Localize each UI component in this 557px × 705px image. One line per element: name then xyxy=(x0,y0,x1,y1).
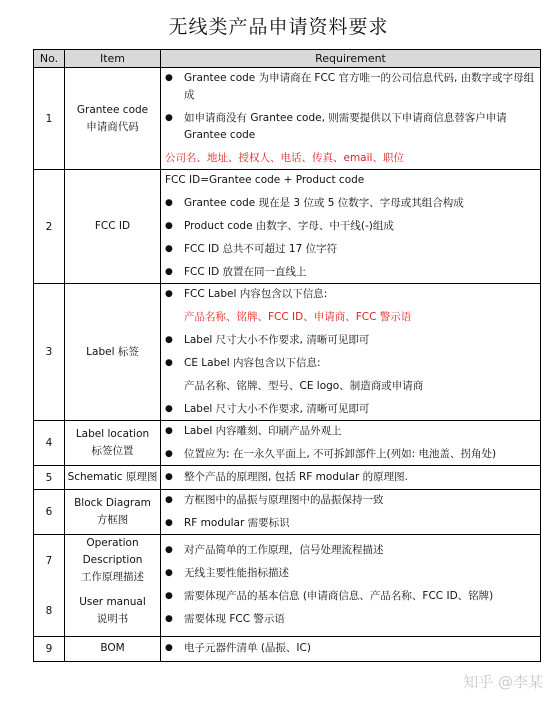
bullet-dot-icon: ● xyxy=(165,426,173,436)
bullet-line xyxy=(165,640,536,657)
bullet-dot-icon: ● xyxy=(165,643,173,653)
requirement-text: FCC ID 总共不可超过 17 位字符 xyxy=(184,243,338,255)
row-requirement xyxy=(161,490,541,535)
table-row xyxy=(34,636,541,661)
table-row xyxy=(34,490,541,535)
item-label: Label 标签 xyxy=(86,345,139,358)
requirement-text: Label 尺寸大小不作要求, 清晰可见即可 xyxy=(184,334,370,346)
item-label: 标签位置 xyxy=(91,445,134,457)
table-row xyxy=(34,535,541,587)
bullet-line xyxy=(165,565,536,582)
bullet-line xyxy=(165,264,536,281)
bullet-line xyxy=(165,110,536,144)
row-number: 8 xyxy=(34,586,65,636)
bullet-dot-icon: ● xyxy=(165,495,173,505)
row-number: 6 xyxy=(34,490,65,535)
row-number: 7 xyxy=(34,535,65,587)
requirement-text: 电子元器件清单 (晶振、IC) xyxy=(184,642,311,654)
row-number: 5 xyxy=(34,466,65,490)
row-item xyxy=(65,490,161,535)
bullet-line xyxy=(165,401,536,418)
requirement-text: Grantee code 为申请商在 FCC 官方唯一的公司信息代码, 由数字或字母组成 xyxy=(184,72,535,101)
item-label: Operation xyxy=(86,537,139,549)
requirement-text: CE Label 内容包含以下信息: xyxy=(184,357,321,369)
bullet-line xyxy=(165,588,536,605)
row-item xyxy=(65,535,161,587)
row-requirement xyxy=(161,284,541,421)
bullet-dot-icon: ● xyxy=(165,244,173,254)
bullet-line xyxy=(165,241,536,258)
bullet-line xyxy=(165,286,536,303)
row-number: 2 xyxy=(34,170,65,284)
header-no: No. xyxy=(34,50,65,68)
row-item xyxy=(65,466,161,490)
bullet-line xyxy=(165,446,536,463)
watermark: 知乎 @李某 xyxy=(463,673,543,691)
requirement-text: Label 尺寸大小不作要求, 清晰可见即可 xyxy=(184,403,370,415)
requirement-text: 位置应为: 在一永久平面上, 不可拆卸部件上(列如: 电池盖、拐角处) xyxy=(184,448,497,460)
item-label: 申请商代码 xyxy=(86,120,139,133)
requirement-text: FCC ID 放置在同一直线上 xyxy=(184,266,307,278)
requirement-text: FCC Label 内容包含以下信息: xyxy=(184,288,328,300)
requirement-text: 对产品简单的工作原理，信号处理流程描述 xyxy=(184,544,384,557)
bullet-dot-icon: ● xyxy=(165,568,173,579)
item-label: Schematic 原理图 xyxy=(67,471,158,483)
row-item xyxy=(65,421,161,466)
bullet-line xyxy=(165,611,536,628)
page-title: 无线类产品申请资料要求 xyxy=(168,16,389,38)
table-row xyxy=(34,284,541,421)
requirements-table xyxy=(33,49,541,662)
row-requirement xyxy=(161,535,541,637)
row-item xyxy=(65,636,161,661)
requirement-text: 方框图中的晶振与原理图中的晶振保持一致 xyxy=(184,494,384,506)
table-row xyxy=(34,466,541,490)
bullet-dot-icon: ● xyxy=(165,472,173,482)
row-number: 1 xyxy=(34,68,65,170)
table-row xyxy=(34,421,541,466)
header-requirement: Requirement xyxy=(161,50,541,68)
row-requirement xyxy=(161,68,541,170)
bullet-line xyxy=(165,515,536,532)
row-requirement xyxy=(161,170,541,284)
requirement-text: 产品名称、铭牌、型号、CE logo、制造商或申请商 xyxy=(184,380,424,392)
bullet-line xyxy=(165,218,536,235)
bullet-dot-icon: ● xyxy=(165,518,173,528)
requirement-text: 如申请商没有 Grantee code, 则需要提供以下申请商信息替客户申请 Grantee code xyxy=(184,112,507,141)
bullet-dot-icon: ● xyxy=(165,358,173,368)
row-item xyxy=(65,170,161,284)
bullet-dot-icon: ● xyxy=(165,591,173,602)
row-requirement xyxy=(161,466,541,490)
requirement-text: FCC ID=Grantee code + Product code xyxy=(165,174,365,186)
requirement-text: 需要体现产品的基本信息 (申请商信息、产品名称、FCC ID、铭牌) xyxy=(184,590,494,603)
item-label: BOM xyxy=(100,642,125,654)
row-item xyxy=(65,284,161,421)
bullet-dot-icon: ● xyxy=(165,545,173,556)
bullet-dot-icon: ● xyxy=(165,449,173,459)
bullet-line xyxy=(165,332,536,349)
bullet-dot-icon: ● xyxy=(165,113,173,123)
bullet-line xyxy=(165,492,536,509)
bullet-line xyxy=(165,355,536,372)
row-number: 4 xyxy=(34,421,65,466)
table-header-row xyxy=(34,50,541,68)
requirement-text: Product code 由数字、字母、中干线(-)组成 xyxy=(184,220,394,232)
requirement-text: 需要体现 FCC 警示语 xyxy=(184,613,285,626)
item-label: Block Diagram xyxy=(74,497,151,509)
bullet-line xyxy=(165,542,536,559)
table-row xyxy=(34,68,541,170)
bullet-dot-icon: ● xyxy=(165,404,173,414)
bullet-line xyxy=(165,423,536,440)
requirement-text: 整个产品的原理图, 包括 RF modular 的原理图. xyxy=(184,471,409,483)
requirement-text: Grantee code 现在是 3 位或 5 位数字、字母或其组合构成 xyxy=(184,197,464,209)
item-label: 工作原理描述 xyxy=(81,571,144,583)
requirement-text: Label 内容雕刻、印刷产品外观上 xyxy=(184,425,342,437)
row-item xyxy=(65,586,161,636)
row-requirement xyxy=(161,636,541,661)
bullet-dot-icon: ● xyxy=(165,221,173,231)
bullet-dot-icon: ● xyxy=(165,289,173,299)
bullet-dot-icon: ● xyxy=(165,614,173,625)
bullet-line xyxy=(165,195,536,212)
table-row xyxy=(34,170,541,284)
item-label: 说明书 xyxy=(96,612,129,625)
row-requirement xyxy=(161,421,541,466)
item-label: User manual xyxy=(79,595,146,608)
requirement-text: RF modular 需要标识 xyxy=(184,517,290,529)
row-number: 9 xyxy=(34,636,65,661)
bullet-dot-icon: ● xyxy=(165,73,173,83)
item-label: Grantee code xyxy=(76,103,149,116)
item-label: Label location xyxy=(75,428,150,440)
bullet-line xyxy=(165,70,536,104)
bullet-dot-icon: ● xyxy=(165,198,173,208)
item-label: FCC ID xyxy=(94,220,131,232)
requirement-text: 无线主要性能指标描述 xyxy=(184,567,289,580)
item-label: 方框图 xyxy=(96,514,129,526)
requirement-text: 公司名、地址、授权人、电话、传真、email、职位 xyxy=(165,152,404,164)
bullet-dot-icon: ● xyxy=(165,335,173,345)
item-label: Description xyxy=(82,554,143,566)
requirement-text: 产品名称、铭牌、FCC ID、申请商、FCC 警示语 xyxy=(184,311,412,323)
row-number: 3 xyxy=(34,284,65,421)
bullet-line xyxy=(165,469,536,486)
header-item: Item xyxy=(65,50,161,68)
row-item xyxy=(65,68,161,170)
bullet-dot-icon: ● xyxy=(165,267,173,277)
